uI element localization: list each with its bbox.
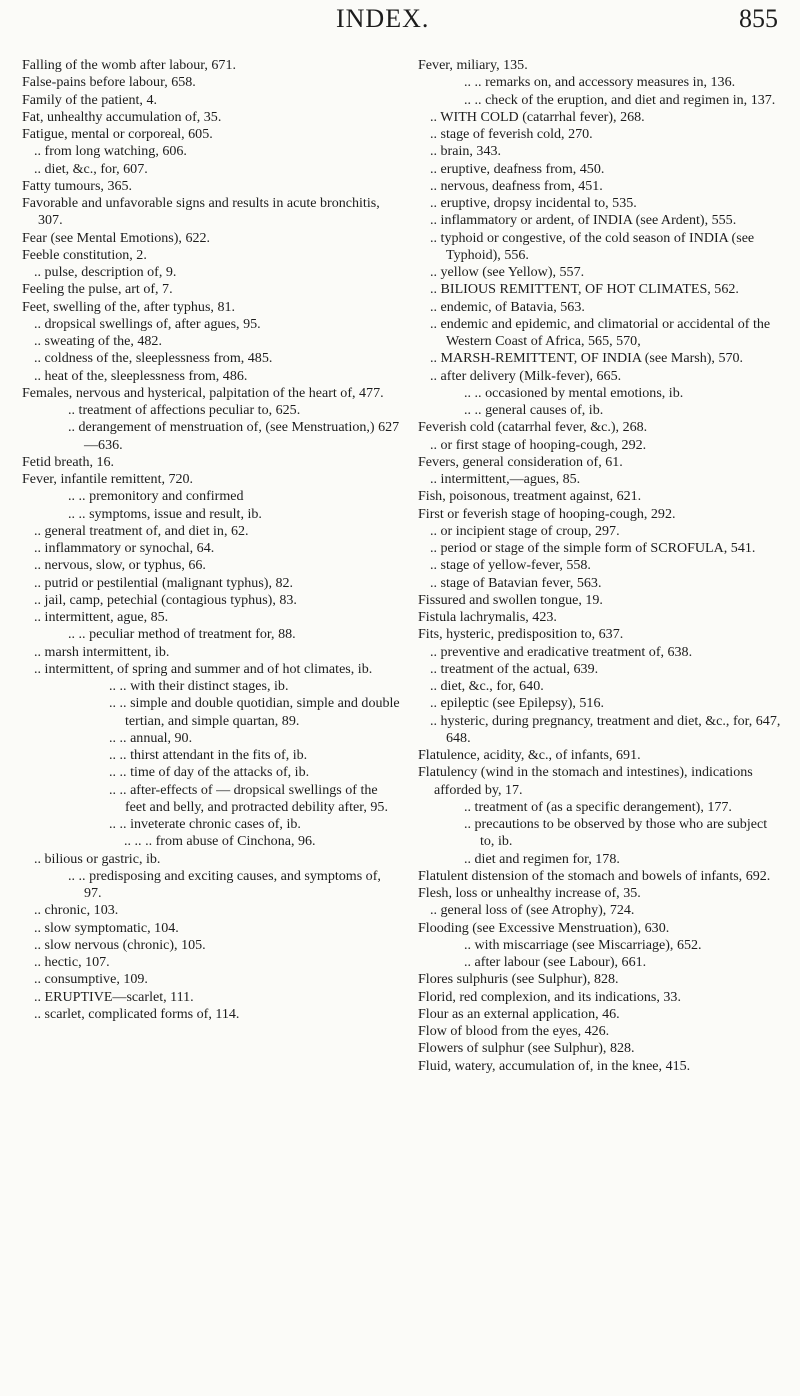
index-entry: .. heat of the, sleeplessness from, 486. <box>34 367 248 384</box>
index-entry: .. sweating of the, 482. <box>34 333 162 349</box>
index-entry: .. bilious or gastric, ib. <box>34 850 161 867</box>
index-entry: .. general loss of (see Atrophy), 724. <box>430 902 635 919</box>
index-entry: .. scarlet, complicated forms of, 114. <box>34 1005 240 1022</box>
index-entry: .. .. general causes of, ib. <box>464 402 604 418</box>
index-entry: .. diet, &c., for, 607. <box>34 160 148 177</box>
index-entry: .. .. remarks on, and accessory measures in, 136. <box>464 74 736 91</box>
index-entry: .. slow symptomatic, 104. <box>34 919 179 936</box>
index-entry: .. typhoid or congestive, of the cold season of INDIA (see Typhoid), 556. <box>430 229 755 263</box>
index-entry: .. or first stage of hooping-cough, 292. <box>430 436 647 453</box>
index-entry: Flatulent distension of the stomach and bowels of infants, 692. <box>418 867 771 884</box>
index-entry: .. .. thirst attendant in the fits of, ib. <box>109 747 308 763</box>
index-entry: Feeble constitution, 2. <box>22 246 147 263</box>
index-entry: Flour as an external application, 46. <box>418 1005 620 1022</box>
index-entry: .. slow nervous (chronic), 105. <box>34 936 206 953</box>
index-entry: .. .. predisposing and exciting causes, and symptoms of, 97. <box>68 867 381 901</box>
index-entry: .. intermittent, of spring and summer and of hot climates, ib. <box>34 660 373 677</box>
index-entry: Fat, unhealthy accumulation of, 35. <box>22 108 222 125</box>
index-entry: .. endemic, of Batavia, 563. <box>430 298 585 315</box>
index-entry: .. .. check of the eruption, and diet and regimen in, 137. <box>464 91 776 108</box>
index-entry: .. pulse, description of, 9. <box>34 264 177 280</box>
index-entry: Flesh, loss or unhealthy increase of, 35. <box>418 885 641 901</box>
index-entry: .. after delivery (Milk-fever), 665. <box>430 367 622 384</box>
index-entry: Fevers, general consideration of, 61. <box>418 453 623 470</box>
index-entry: .. diet, &c., for, 640. <box>430 678 544 694</box>
index-entry: Fish, poisonous, treatment against, 621. <box>418 488 642 505</box>
index-entry: .. marsh intermittent, ib. <box>34 643 170 660</box>
index-entry: .. endemic and epidemic, and climatorial or accidental of the Western Coast of Africa, 565, 570, <box>430 315 771 349</box>
index-entry: .. inflammatory or synochal, 64. <box>34 540 215 556</box>
index-entry: .. intermittent,—agues, 85. <box>430 471 581 487</box>
index-entry: .. .. .. from abuse of Cinchona, 96. <box>124 833 316 850</box>
index-entry: .. stage of yellow-fever, 558. <box>430 557 591 574</box>
index-entry: Fetid breath, 16. <box>22 453 115 470</box>
index-entry: .. eruptive, deafness from, 450. <box>430 160 605 177</box>
index-entry: .. or incipient stage of croup, 297. <box>430 522 620 539</box>
index-entry: .. hectic, 107. <box>34 954 110 970</box>
index-entry: .. general treatment of, and diet in, 62. <box>34 522 249 539</box>
index-entry: .. after labour (see Labour), 661. <box>464 954 647 970</box>
index-entry: .. epileptic (see Epilepsy), 516. <box>430 695 604 712</box>
index-entry: .. inflammatory or ardent, of INDIA (see Ardent), 555. <box>430 212 737 229</box>
index-entry: Feet, swelling of the, after typhus, 81. <box>22 298 236 315</box>
index-entry: .. hysteric, during pregnancy, treatment and diet, &c., for, 647, 648. <box>430 712 781 746</box>
index-column-left <box>22 57 400 1023</box>
index-entry: Females, nervous and hysterical, palpitation of the heart of, 477. <box>22 384 384 401</box>
page-number: 855 <box>739 4 778 33</box>
index-entry: .. jail, camp, petechial (contagious typhus), 83. <box>34 591 297 608</box>
running-title: INDEX. <box>336 4 430 33</box>
index-entry: Flow of blood from the eyes, 426. <box>418 1023 610 1039</box>
index-entry: .. intermittent, ague, 85. <box>34 609 169 625</box>
index-entry: Flatulency (wind in the stomach and intestines), indications afforded by, 17. <box>418 764 753 798</box>
index-entry: .. treatment of the actual, 639. <box>430 660 599 677</box>
index-entry: .. .. annual, 90. <box>109 729 193 746</box>
index-entry: .. derangement of menstruation of, (see Menstruation,) 627—636. <box>68 419 400 453</box>
index-entry: .. chronic, 103. <box>34 902 119 919</box>
index-entry: .. diet and regimen for, 178. <box>464 850 620 867</box>
index-entry: Flowers of sulphur (see Sulphur), 828. <box>418 1040 635 1057</box>
index-entry: Flooding (see Excessive Menstruation), 630. <box>418 919 670 936</box>
index-entry: Fatty tumours, 365. <box>22 177 133 194</box>
index-entry: .. period or stage of the simple form of SCROFULA, 541. <box>430 540 756 556</box>
index-entry: .. .. symptoms, issue and result, ib. <box>68 505 262 522</box>
index-entry: .. putrid or pestilential (malignant typhus), 82. <box>34 574 294 591</box>
index-entry: .. BILIOUS REMITTENT, OF HOT CLIMATES, 562. <box>430 281 739 298</box>
index-entry: Favorable and unfavorable signs and results in acute bronchitis, 307. <box>22 195 380 229</box>
index-entry: .. .. simple and double quotidian, simple and double tertian, and simple quartan, 89. <box>109 695 400 729</box>
index-entry: .. .. peculiar method of treatment for, 88. <box>68 626 296 643</box>
index-entry: .. from long watching, 606. <box>34 143 187 160</box>
index-entry: Fever, infantile remittent, 720. <box>22 471 194 487</box>
index-entry: .. .. time of day of the attacks of, ib. <box>109 764 310 781</box>
index-entry: Fistula lachrymalis, 423. <box>418 609 557 625</box>
index-entry: .. .. inveterate chronic cases of, ib. <box>109 816 301 832</box>
index-entry: Flores sulphuris (see Sulphur), 828. <box>418 971 619 988</box>
index-entry: Family of the patient, 4. <box>22 91 157 108</box>
index-entry: Feverish cold (catarrhal fever, &c.), 268. <box>418 419 648 436</box>
index-column-right <box>418 57 782 1075</box>
index-entry: .. precautions to be observed by those who are subject to, ib. <box>464 816 768 850</box>
index-entry: Fluid, watery, accumulation of, in the knee, 415. <box>418 1057 691 1074</box>
index-entry: .. consumptive, 109. <box>34 971 148 988</box>
index-entry: .. yellow (see Yellow), 557. <box>430 264 585 280</box>
index-entry: .. .. with their distinct stages, ib. <box>109 678 289 694</box>
index-entry: Fits, hysteric, predisposition to, 637. <box>418 626 624 643</box>
index-entry: .. WITH COLD (catarrhal fever), 268. <box>430 108 645 125</box>
index-entry: False-pains before labour, 658. <box>22 74 196 91</box>
index-entry: Fatigue, mental or corporeal, 605. <box>22 126 213 142</box>
index-entry: .. nervous, deafness from, 451. <box>430 177 603 194</box>
index-entry: Fever, miliary, 135. <box>418 57 528 73</box>
index-entry: .. stage of Batavian fever, 563. <box>430 574 602 591</box>
index-entry: .. with miscarriage (see Miscarriage), 652. <box>464 936 702 953</box>
index-entry: .. .. after-effects of — dropsical swellings of the feet and belly, and protracted debility after, 95. <box>109 781 388 815</box>
index-entry: .. coldness of the, sleeplessness from, 485. <box>34 350 273 367</box>
index-entry: Falling of the womb after labour, 671. <box>22 57 236 73</box>
index-entry: .. ERUPTIVE—scarlet, 111. <box>34 988 194 1005</box>
index-entry: Fear (see Mental Emotions), 622. <box>22 229 211 246</box>
index-entry: .. brain, 343. <box>430 143 502 160</box>
index-entry: First or feverish stage of hooping-cough, 292. <box>418 505 676 522</box>
index-entry: Feeling the pulse, art of, 7. <box>22 281 173 298</box>
index-entry: .. treatment of (as a specific derangement), 177. <box>464 798 732 815</box>
index-entry: Flatulence, acidity, &c., of infants, 691. <box>418 747 641 763</box>
index-entry: Fissured and swollen tongue, 19. <box>418 591 603 608</box>
index-entry: .. treatment of affections peculiar to, 625. <box>68 402 301 418</box>
index-entry: .. .. occasioned by mental emotions, ib. <box>464 384 684 401</box>
index-entry: .. stage of feverish cold, 270. <box>430 126 593 142</box>
index-entry: Florid, red complexion, and its indications, 33. <box>418 988 681 1005</box>
index-entry: .. dropsical swellings of, after agues, 95. <box>34 315 261 332</box>
index-entry: .. MARSH-REMITTENT, OF INDIA (see Marsh), 570. <box>430 350 744 367</box>
running-header <box>0 4 800 44</box>
index-entry: .. .. premonitory and confirmed <box>68 488 244 505</box>
index-entry: .. preventive and eradicative treatment of, 638. <box>430 643 693 660</box>
index-entry: .. nervous, slow, or typhus, 66. <box>34 557 206 574</box>
index-entry: .. eruptive, dropsy incidental to, 535. <box>430 195 637 211</box>
